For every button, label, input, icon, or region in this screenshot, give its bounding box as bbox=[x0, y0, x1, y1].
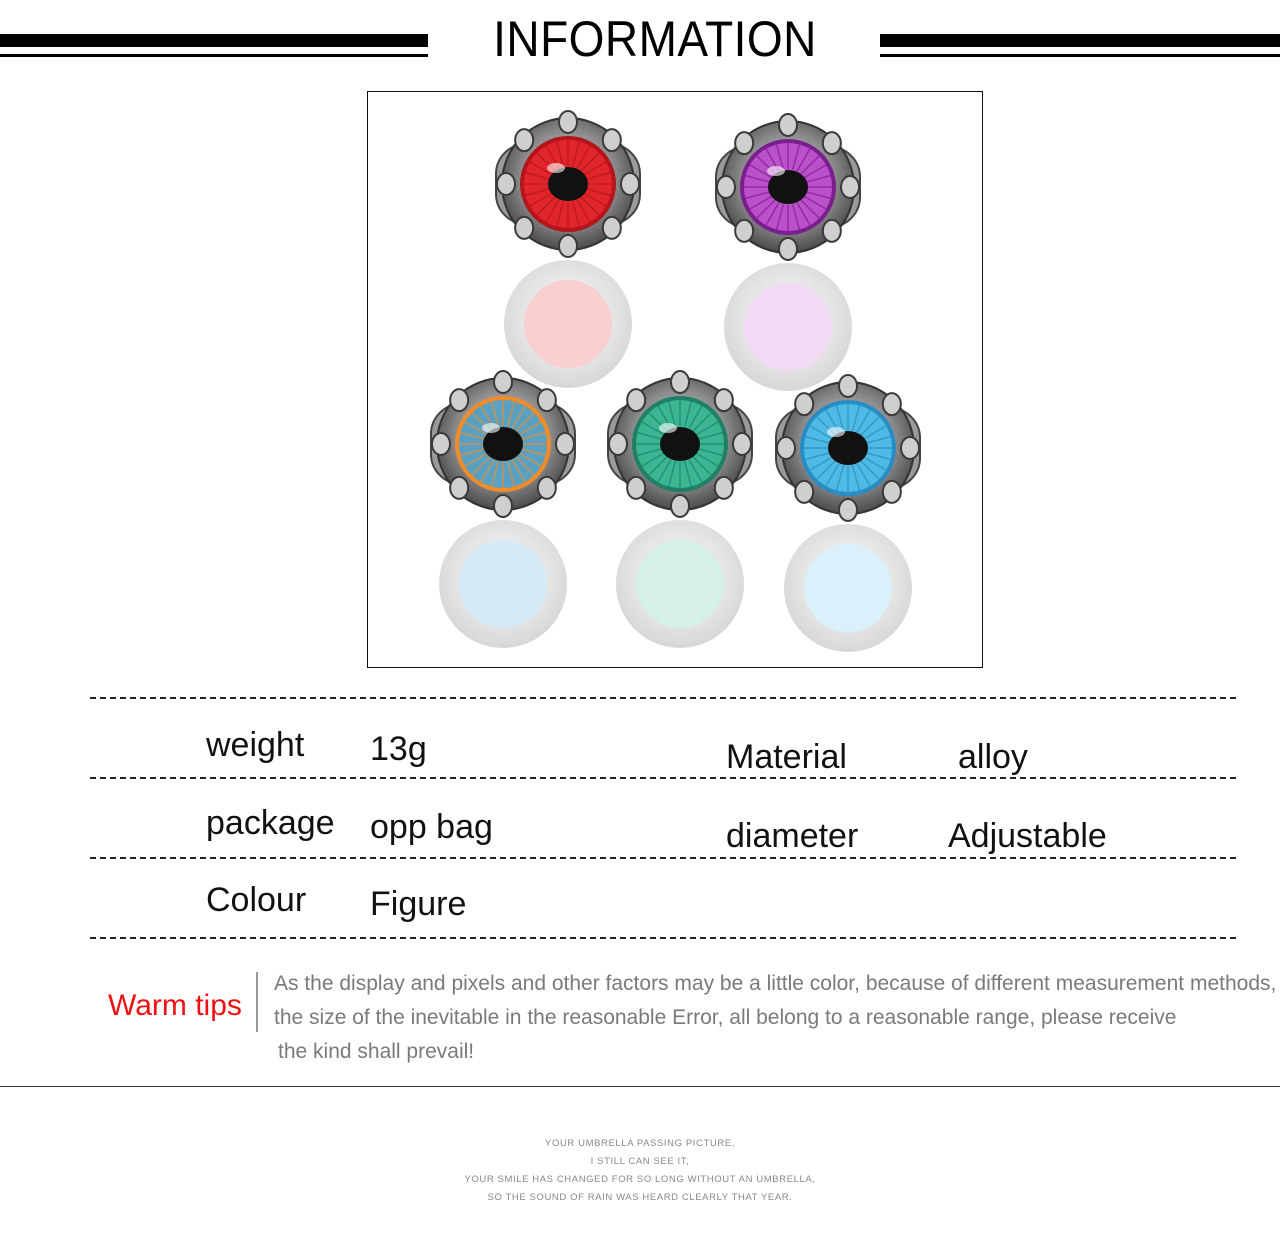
table-rule-2 bbox=[90, 777, 1236, 779]
table-rule-1 bbox=[90, 697, 1236, 699]
product-image-svg bbox=[368, 92, 981, 666]
red-eye-ring-reflection bbox=[504, 260, 632, 388]
diameter-value: Adjustable bbox=[948, 817, 1107, 855]
diameter-label: diameter bbox=[726, 817, 859, 855]
table-rule-3 bbox=[90, 857, 1236, 859]
blue-eye-ring bbox=[776, 375, 920, 521]
red-eye-ring bbox=[496, 111, 640, 257]
weight-value: 13g bbox=[370, 730, 427, 768]
footer-line-4: SO THE SOUND OF RAIN WAS HEARD CLEARLY THAT YEAR. bbox=[487, 1192, 793, 1203]
package-value: opp bag bbox=[370, 808, 493, 846]
footer-line-3: YOUR SMILE HAS CHANGED FOR SO LONG WITHOUT AN UMBRELLA, bbox=[464, 1174, 816, 1185]
warm-tips-line-3: the kind shall prevail! bbox=[278, 1040, 475, 1063]
package-label: package bbox=[206, 804, 335, 842]
green-eye-ring-reflection bbox=[616, 520, 744, 648]
colour-label: Colour bbox=[206, 881, 307, 919]
warm-tips-line-2: the size of the inevitable in the reasonable Error, all belong to a reasonable range, please receive bbox=[274, 1006, 1177, 1029]
orange-blue-eye-ring-reflection bbox=[439, 520, 567, 648]
weight-label: weight bbox=[206, 726, 305, 764]
material-label: Material bbox=[726, 738, 847, 776]
warm-tips-divider bbox=[256, 972, 258, 1032]
header-rule-right bbox=[880, 54, 1280, 57]
footer-line-2: I STILL CAN SEE IT, bbox=[590, 1156, 690, 1167]
header-bar-left bbox=[0, 34, 428, 47]
warm-tips-label: Warm tips bbox=[108, 989, 242, 1022]
section-divider bbox=[0, 1086, 1280, 1087]
green-eye-ring bbox=[608, 371, 752, 517]
page-title: INFORMATION bbox=[493, 11, 817, 67]
table-rule-4 bbox=[90, 937, 1236, 939]
blue-eye-ring-reflection bbox=[784, 524, 912, 652]
header-bar-right bbox=[880, 34, 1280, 47]
material-value: alloy bbox=[958, 738, 1028, 776]
warm-tips-line-1: As the display and pixels and other factors may be a little color, because of different measurement methods, bbox=[274, 972, 1277, 995]
product-image bbox=[367, 91, 983, 668]
header-rule-left bbox=[0, 54, 428, 57]
purple-eye-ring bbox=[716, 114, 860, 260]
orange-blue-eye-ring bbox=[431, 371, 575, 517]
footer-line-1: YOUR UMBRELLA PASSING PICTURE, bbox=[545, 1138, 735, 1149]
purple-eye-ring-reflection bbox=[724, 263, 852, 391]
colour-value: Figure bbox=[370, 885, 467, 923]
